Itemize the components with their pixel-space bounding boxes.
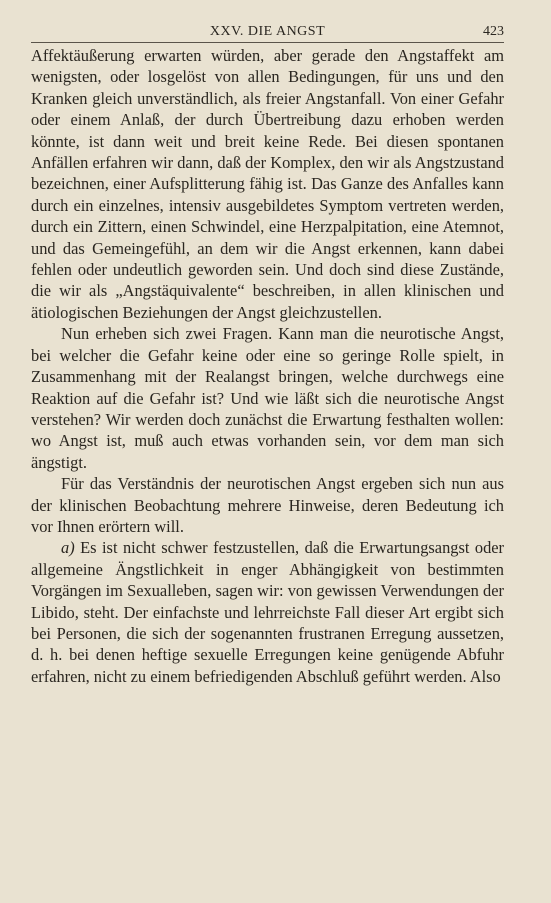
paragraph-text: Es ist nicht schwer festzustellen, daß die Erwartungsangst oder allgemeine Ängstlichkeit in enger Abhängigkeit von bestimmten Vorgängen im Sexualleben, sagen wir: von gewissen Verwendungen der Libido, steht. Der einfachste und lehrreichste Fall dieser Art ergibt sich bei Personen, die sich der sogenannten frustranen Erregung aussetzen, d. h. bei denen heftige sexuelle Erregungen keine genügende Abfuhr erfahren, nicht zu einem befriedigenden Abschluß geführt werden. Also (31, 538, 504, 686)
running-header (31, 22, 504, 43)
page-number: 423 (483, 24, 504, 39)
chapter-title: XXV. DIE ANGST (209, 24, 326, 39)
paragraph: Für das Verständnis der neurotischen Angst ergeben sich nun aus der klinischen Beobachtung mehrere Hinweise, deren Bedeutung ich vor Ihnen erörtern will. (31, 474, 504, 536)
paragraph: Affektäußerung erwarten würden, aber gerade den Angstaffekt am wenigsten, oder losgelöst von allen Bedingungen, für uns und den Kranken gleich unverständlich, als freier Angstanfall. Von einer Gefahr oder einem Anlaß, der durch Übertreibung dazu erhoben werden könnte, ist dann weit und breit keine Rede. Bei diesen spontanen Anfällen erfahren wir dann, daß der Komplex, den wir als Angstzustand bezeichnen, einer Aufsplitterung fähig ist. Das Ganze des Anfalles kann durch ein einzelnes, intensiv ausgebildetes Symptom vertreten werden, durch ein Zittern, einen Schwindel, eine Herzpalpitation, eine Atemnot, und das Gemeingefühl, an dem wir die Angst erkennen, kann dabei fehlen oder undeutlich geworden sein. Und doch sind diese Zustände, die wir als „Angstäquivalente“ beschreiben, in allen klinischen und ätiologischen Beziehungen der Angst gleichzustellen. (31, 46, 504, 322)
paragraph: Nun erheben sich zwei Fragen. Kann man die neurotische Angst, bei welcher die Gefahr keine oder eine so geringe Rolle spielt, in Zusammenhang mit der Realangst bringen, welche durchwegs eine Reaktion auf die Gefahr ist? Und wie läßt sich die neurotische Angst verstehen? Wir werden doch zunächst die Erwartung festhalten wollen: wo Angst ist, muß auch etwas vorhanden sein, vor dem man sich ängstigt. (31, 324, 504, 472)
list-marker: a) (61, 538, 75, 558)
paragraph (31, 537, 504, 687)
body-text (31, 45, 504, 687)
